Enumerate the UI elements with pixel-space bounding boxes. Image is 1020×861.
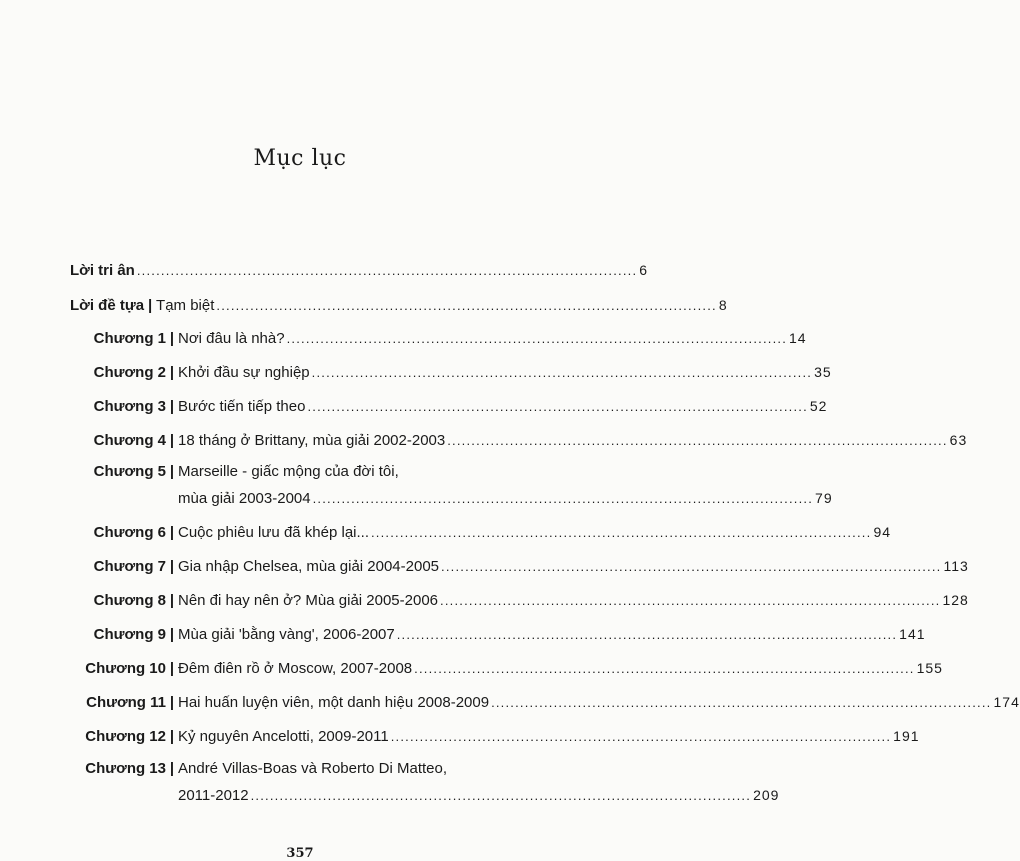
toc-entry-chapter-11[interactable] (70, 692, 1020, 712)
entry-title: Khởi đầu sự nghiệp (178, 364, 310, 381)
entry-page: 174 (993, 694, 1020, 710)
entry-page: 14 (789, 330, 807, 346)
entry-page: 94 (873, 524, 892, 540)
separator: | (169, 398, 175, 415)
entry-page: 155 (916, 660, 943, 676)
entry-title: Cuộc phiêu lưu đã khép lại... (178, 524, 369, 541)
dot-leader: ........................................................................................................ (250, 788, 752, 803)
toc-entry-chapter-9[interactable] (70, 624, 926, 644)
dot-leader: ........................................................................................................ (312, 491, 814, 506)
dot-leader: ........................................................................................................ (440, 593, 941, 608)
separator: | (169, 524, 175, 541)
toc-entry-chapter-4[interactable] (70, 430, 968, 450)
toc-entry-chapter-2[interactable] (70, 362, 832, 382)
table-of-contents (70, 260, 1020, 805)
toc-entry-chapter-8[interactable] (70, 590, 969, 610)
separator: | (169, 330, 175, 347)
separator: | (169, 760, 175, 777)
separator: | (169, 558, 175, 575)
entry-label: Chương 2 (93, 364, 166, 381)
toc-entry-chapter-12[interactable] (70, 726, 920, 746)
toc-entry-chapter-13[interactable] (70, 759, 780, 805)
separator: | (169, 592, 175, 609)
toc-entry-chapter-1[interactable] (70, 328, 807, 348)
separator: | (169, 626, 175, 643)
entry-page: 8 (718, 297, 728, 313)
entry-page: 141 (899, 626, 926, 642)
toc-entry-chapter-6[interactable] (70, 522, 892, 542)
page-number: 357 (286, 846, 314, 861)
dot-leader: ........................................................................................................ (491, 695, 992, 710)
entry-label: Chương 13 (85, 760, 166, 777)
entry-page: 113 (943, 558, 969, 574)
entry-label: Chương 12 (85, 728, 166, 745)
entry-title: Nơi đâu là nhà? (178, 330, 285, 347)
entry-label: Chương 4 (93, 432, 166, 449)
entry-label: Lời tri ân (70, 262, 135, 279)
entry-title: Nên đi hay nên ở? Mùa giải 2005-2006 (178, 592, 439, 609)
separator: | (147, 297, 153, 314)
entry-page: 191 (893, 728, 920, 744)
toc-entry-chapter-3[interactable] (70, 396, 828, 416)
separator: | (169, 463, 175, 480)
dot-leader: ........................................................................................................ (447, 433, 948, 448)
entry-title: Kỷ nguyên Ancelotti, 2009-2011 (178, 728, 389, 745)
separator: | (169, 432, 175, 449)
entry-label: Chương 1 (93, 330, 166, 347)
entry-page: 128 (942, 592, 969, 608)
entry-label: Chương 11 (86, 694, 166, 711)
entry-page: 63 (949, 432, 968, 448)
entry-title: 18 tháng ở Brittany, mùa giải 2002-2003 (178, 432, 446, 449)
entry-label: Chương 6 (93, 524, 166, 541)
entry-page: 209 (753, 787, 780, 803)
entry-title: André Villas-Boas và Roberto Di Matteo, (178, 760, 448, 777)
entry-page: 35 (814, 364, 832, 380)
toc-entry-chapter-10[interactable] (70, 658, 943, 678)
entry-title: Marseille - giấc mộng của đời tôi, (178, 463, 399, 480)
entry-label: Chương 5 (93, 463, 166, 480)
entry-title: Tạm biệt (156, 297, 215, 314)
entry-title-continued: 2011-2012 (178, 787, 249, 804)
entry-title: Gia nhập Chelsea, mùa giải 2004-2005 (178, 558, 440, 575)
dot-leader: ........................................................................................................ (307, 399, 808, 414)
entry-page: 79 (815, 490, 833, 506)
entry-label: Chương 9 (93, 626, 166, 643)
separator: | (169, 660, 175, 677)
entry-title: Hai huấn luyện viên, một danh hiệu 2008-2009 (178, 694, 490, 711)
toc-entry-acknowledgements[interactable] (70, 260, 649, 280)
page-title: Mục lục (253, 146, 347, 171)
dot-leader: ........................................................................................................ (390, 729, 892, 744)
dot-leader: ........................................................................................................ (311, 365, 813, 380)
separator: | (169, 364, 175, 381)
dot-leader: ........................................................................................................ (216, 298, 717, 313)
entry-page: 52 (809, 398, 828, 414)
dot-leader: ........................................................................................................ (371, 525, 872, 540)
entry-title: Đêm điên rồ ở Moscow, 2007-2008 (178, 660, 413, 677)
separator: | (169, 728, 175, 745)
dot-leader: ........................................................................................................ (136, 263, 638, 278)
entry-label: Chương 10 (85, 660, 166, 677)
dot-leader: ........................................................................................................ (286, 331, 788, 346)
entry-label: Chương 8 (93, 592, 166, 609)
toc-entry-foreword[interactable] (70, 295, 728, 315)
entry-label: Lời đề tựa (70, 297, 145, 314)
dot-leader: ........................................................................................................ (396, 627, 898, 642)
entry-label: Chương 7 (93, 558, 166, 575)
dot-leader: ........................................................................................................ (441, 559, 942, 574)
entry-label: Chương 3 (93, 398, 166, 415)
toc-entry-chapter-5[interactable] (70, 462, 833, 508)
toc-entry-chapter-7[interactable] (70, 556, 969, 576)
dot-leader: ........................................................................................................ (414, 661, 915, 676)
separator: | (169, 694, 175, 711)
entry-title: Mùa giải 'bằng vàng', 2006-2007 (178, 626, 395, 643)
entry-page: 6 (639, 262, 649, 278)
entry-title: Bước tiến tiếp theo (178, 398, 306, 415)
entry-title-continued: mùa giải 2003-2004 (178, 490, 311, 507)
